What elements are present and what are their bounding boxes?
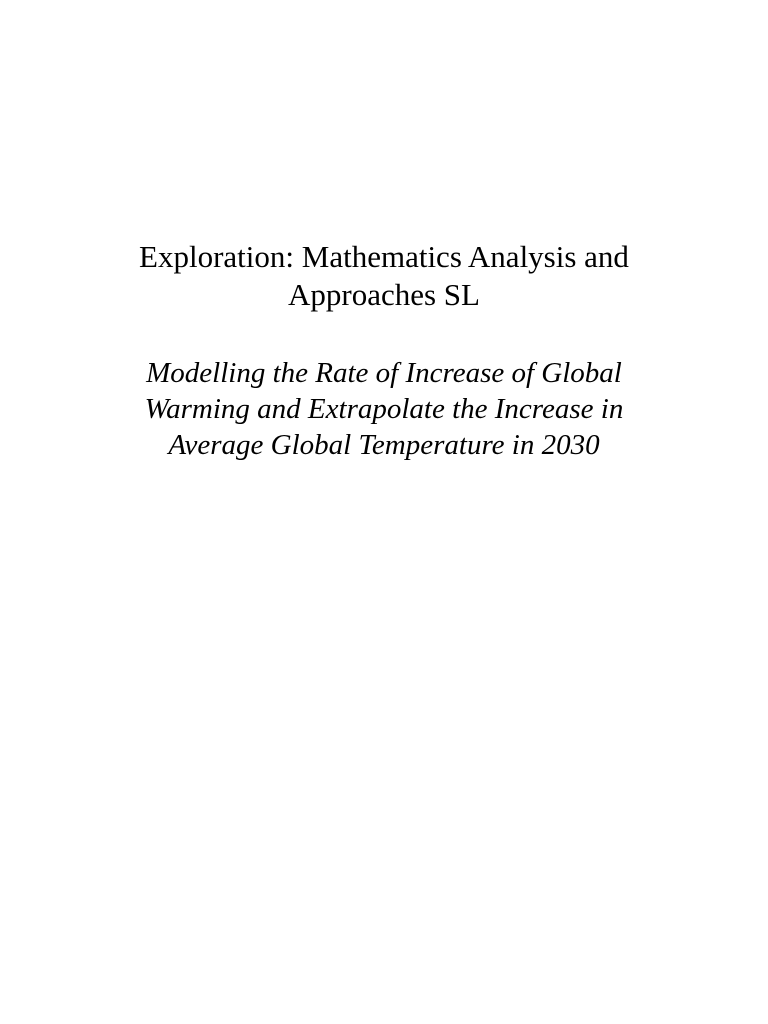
title-line-2: Approaches SL <box>288 277 480 312</box>
document-title <box>84 238 684 314</box>
subtitle-line-3: Average Global Temperature in 2030 <box>168 429 600 461</box>
title-line-1: Exploration: Mathematics Analysis and <box>139 239 629 274</box>
subtitle-line-1: Modelling the Rate of Increase of Global <box>146 357 622 389</box>
subtitle-line-2: Warming and Extrapolate the Increase in <box>144 393 624 425</box>
document-subtitle <box>84 355 684 463</box>
